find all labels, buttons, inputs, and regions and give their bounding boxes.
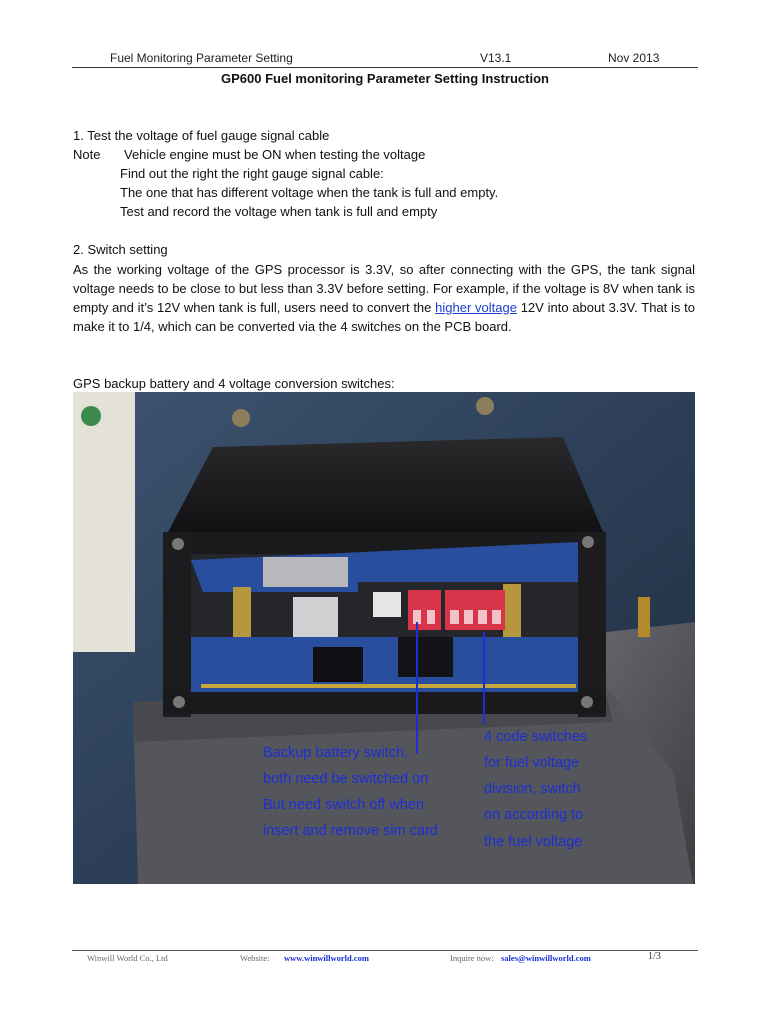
battery-switch-callout-line: Backup battery switch, — [263, 745, 409, 761]
footer-website-label: Website: — [240, 953, 270, 963]
higher-voltage-link[interactable]: higher voltage — [435, 300, 517, 315]
instruction-line: Find out the right the right gauge signal cable: — [120, 166, 384, 181]
note-text: Vehicle engine must be ON when testing the voltage — [124, 147, 426, 162]
footer-email[interactable] — [501, 953, 591, 963]
footer-company: Winwill World Co., Ltd — [87, 953, 168, 963]
running-header-title: Fuel Monitoring Parameter Setting — [110, 51, 293, 65]
footer-website[interactable] — [284, 953, 369, 963]
running-header-version: V13.1 — [480, 51, 512, 65]
section-2-heading: 2. Switch setting — [73, 242, 168, 257]
footer-rule — [72, 950, 698, 951]
device-illustration — [73, 392, 695, 884]
device-photo — [73, 392, 695, 884]
figure-caption: GPS backup battery and 4 voltage conversion switches: — [73, 376, 395, 391]
header-rule — [72, 67, 698, 68]
page-number: 1/3 — [648, 951, 661, 962]
paragraph-text: As the working voltage of the GPS processor is 3.3V, so after connecting with the GPS, the tank signal voltage needs to be close to but less than 3.3V before setting. For example, if the voltage is 8V when tank is empty and it’s 12V when tank is full, users need to convert the — [73, 262, 695, 315]
code-switch-callout-line: division, switch — [484, 781, 581, 797]
document-title: GP600 Fuel monitoring Parameter Setting Instruction — [221, 71, 549, 86]
code-switch-callout-line: on according to — [484, 807, 584, 823]
code-switch-callout-line: the fuel voltage — [484, 834, 583, 850]
running-header-date: Nov 2013 — [608, 51, 660, 65]
paragraph-text: 12V into about 3.3V. That is to make it to 1/4, which can be converted via the 4 switches on the PCB board. — [73, 300, 695, 334]
switch-setting-paragraph — [73, 260, 695, 336]
battery-dip-switch — [408, 590, 441, 630]
code-switch-callout-line: 4 code switches — [484, 729, 588, 745]
note-label: Note — [73, 147, 101, 162]
code-switch-callout-line: for fuel voltage — [484, 755, 580, 771]
instruction-line: The one that has different voltage when the tank is full and empty. — [120, 185, 499, 200]
battery-switch-callout-line: insert and remove sim card — [263, 823, 438, 839]
email-link[interactable]: sales@winwillworld.com — [501, 953, 591, 963]
battery-switch-callout-line: both need be switched on — [263, 771, 429, 787]
website-link[interactable]: www.winwillworld.com — [284, 953, 369, 963]
battery-switch-callout-line: But need switch off when — [263, 797, 424, 813]
footer-inquire-label: Inquire now: — [450, 953, 494, 963]
instruction-line: Test and record the voltage when tank is full and empty — [120, 204, 438, 219]
section-1-heading: 1. Test the voltage of fuel gauge signal cable — [73, 128, 330, 143]
